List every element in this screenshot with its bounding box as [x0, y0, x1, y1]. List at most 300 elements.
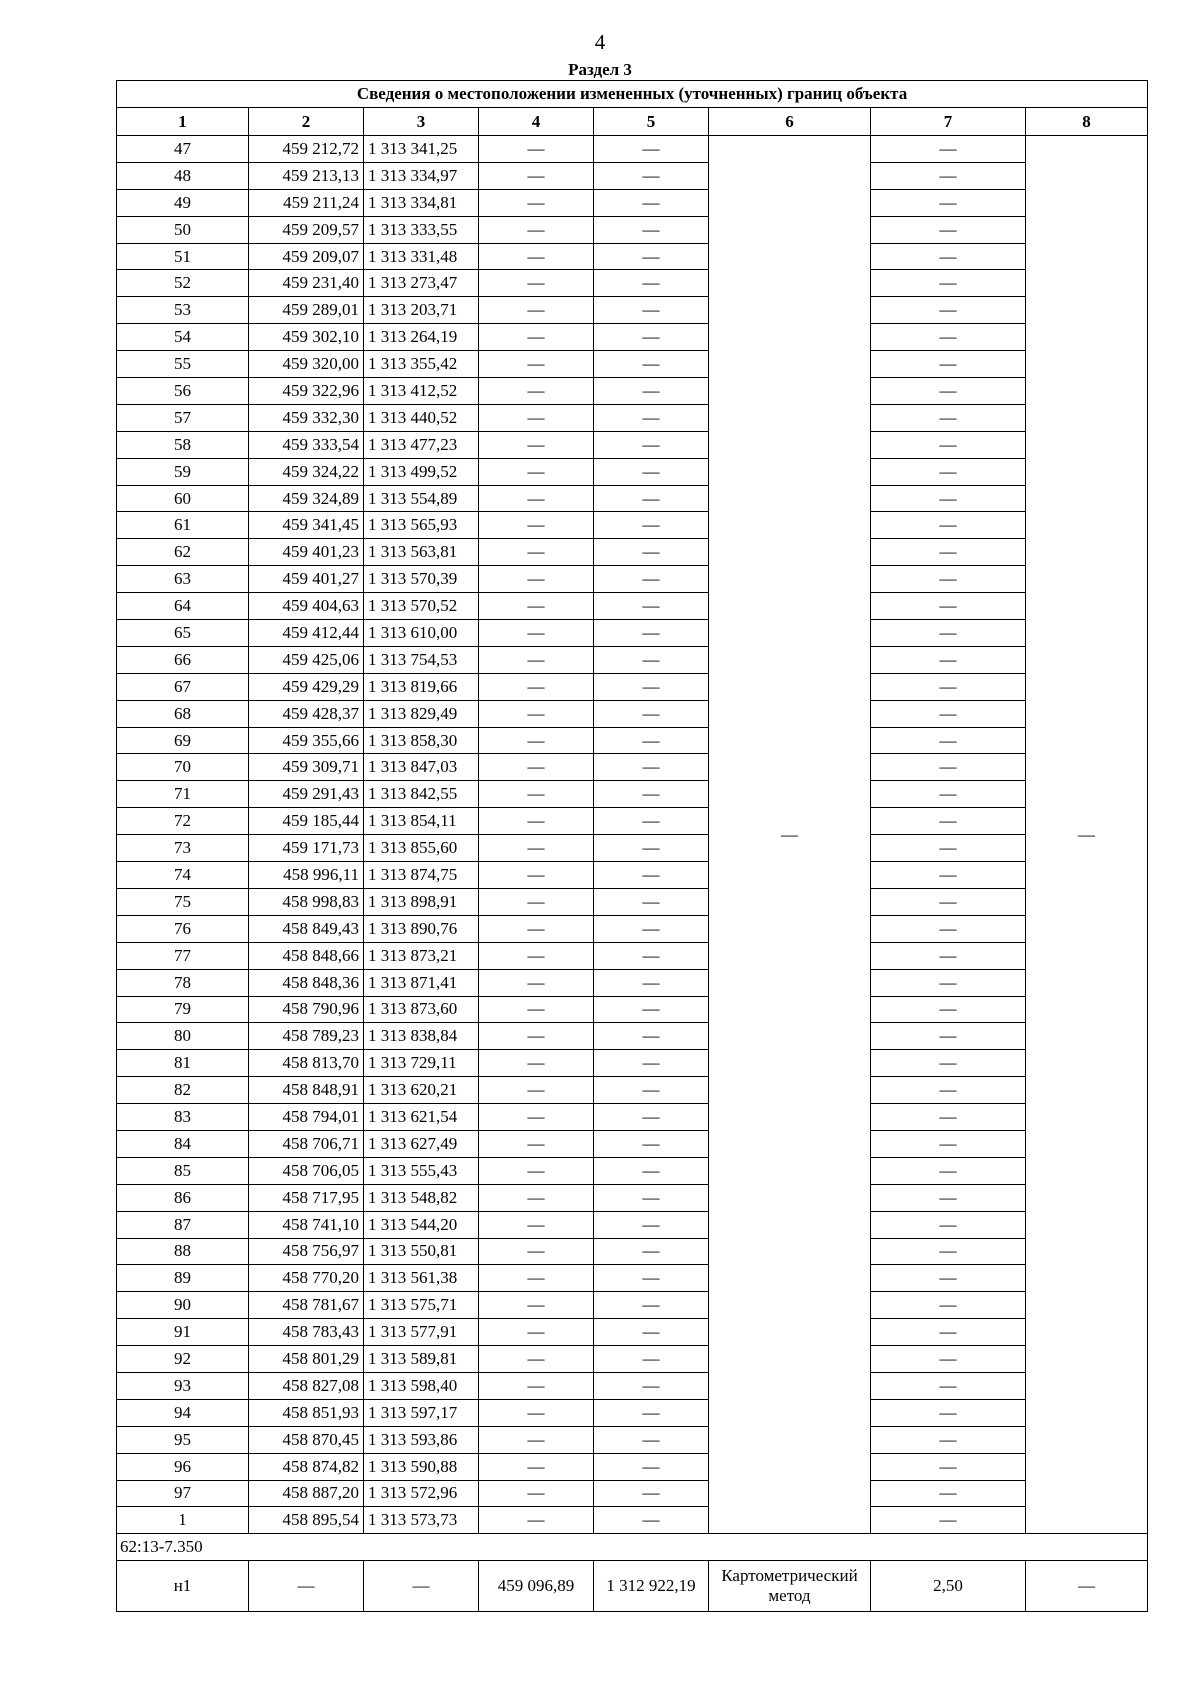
point-number: 72	[117, 808, 249, 835]
col5-dash: —	[594, 431, 709, 458]
col7-dash: —	[871, 1292, 1026, 1319]
table-row	[117, 700, 1148, 727]
coord-x: 459 404,63	[249, 593, 364, 620]
point-number: 91	[117, 1319, 249, 1346]
coord-y: 1 313 573,73	[364, 1507, 479, 1534]
group-label: 62:13-7.350	[117, 1534, 1148, 1561]
point-number: 61	[117, 512, 249, 539]
col7-dash: —	[871, 189, 1026, 216]
table-row	[117, 781, 1148, 808]
point-number: н1	[117, 1561, 249, 1612]
table-row	[117, 1211, 1148, 1238]
table-row	[117, 1050, 1148, 1077]
col5-dash: —	[594, 216, 709, 243]
col4-dash: —	[479, 646, 594, 673]
coord-y: 1 313 554,89	[364, 485, 479, 512]
col4-dash: —	[479, 996, 594, 1023]
point-number: 64	[117, 593, 249, 620]
col5-dash: —	[594, 673, 709, 700]
coord-y: 1 313 873,60	[364, 996, 479, 1023]
col4-dash: —	[479, 620, 594, 647]
coord-y: 1 313 838,84	[364, 1023, 479, 1050]
coord-y: 1 313 589,81	[364, 1346, 479, 1373]
col7-dash: —	[871, 888, 1026, 915]
coord-y: 1 313 341,25	[364, 136, 479, 163]
point-number: 63	[117, 566, 249, 593]
col4-dash: —	[479, 888, 594, 915]
point-number: 75	[117, 888, 249, 915]
col5-dash: —	[594, 1050, 709, 1077]
col7-dash: —	[871, 1426, 1026, 1453]
page-number: 4	[594, 30, 606, 54]
coord-y: 1 312 922,19	[594, 1561, 709, 1612]
coord-x: 459 401,23	[249, 539, 364, 566]
col4-dash: —	[479, 835, 594, 862]
col4-dash: —	[479, 1265, 594, 1292]
point-number: 68	[117, 700, 249, 727]
coord-y: 1 313 842,55	[364, 781, 479, 808]
point-number: 85	[117, 1157, 249, 1184]
coord-y: 1 313 355,42	[364, 351, 479, 378]
point-number: 60	[117, 485, 249, 512]
table-row	[117, 136, 1148, 163]
col4-dash: —	[479, 1104, 594, 1131]
col4-dash: —	[479, 727, 594, 754]
point-number: 88	[117, 1238, 249, 1265]
coord-y: 1 313 334,97	[364, 162, 479, 189]
coord-y: 1 313 890,76	[364, 915, 479, 942]
col4-dash: —	[479, 216, 594, 243]
table-row	[117, 969, 1148, 996]
col4-dash: —	[479, 512, 594, 539]
col7-dash: —	[871, 1104, 1026, 1131]
column-header-3: 3	[364, 108, 479, 136]
coord-y: 1 313 440,52	[364, 404, 479, 431]
table-row	[117, 1399, 1148, 1426]
col4-dash: —	[479, 1077, 594, 1104]
col4-dash: —	[479, 404, 594, 431]
coord-y: 1 313 334,81	[364, 189, 479, 216]
coord-x: 459 213,13	[249, 162, 364, 189]
col5-dash: —	[594, 1372, 709, 1399]
col5-dash: —	[594, 646, 709, 673]
coord-x: 459 355,66	[249, 727, 364, 754]
coord-y: 1 313 627,49	[364, 1130, 479, 1157]
table-row	[117, 1130, 1148, 1157]
col4-dash: —	[479, 189, 594, 216]
col5-dash: —	[594, 942, 709, 969]
coord-y: 1 313 871,41	[364, 969, 479, 996]
coord-y: 1 313 570,39	[364, 566, 479, 593]
table-row	[117, 243, 1148, 270]
col4-dash: —	[479, 700, 594, 727]
coord-y: 1 313 561,38	[364, 1265, 479, 1292]
coord-y: 1 313 273,47	[364, 270, 479, 297]
point-number: 82	[117, 1077, 249, 1104]
table-row	[117, 942, 1148, 969]
coord-x: 458 895,54	[249, 1507, 364, 1534]
col7-dash: —	[871, 378, 1026, 405]
col7-dash: —	[871, 136, 1026, 163]
col5-dash: —	[594, 1184, 709, 1211]
col5-dash: —	[594, 324, 709, 351]
table-row	[117, 351, 1148, 378]
coord-y: 1 313 855,60	[364, 835, 479, 862]
col5-dash: —	[594, 1319, 709, 1346]
table-row	[117, 996, 1148, 1023]
col4-dash: —	[479, 1157, 594, 1184]
coord-y: 1 313 590,88	[364, 1453, 479, 1480]
col7-dash: —	[871, 781, 1026, 808]
coord-y: 1 313 829,49	[364, 700, 479, 727]
coord-y: 1 313 331,48	[364, 243, 479, 270]
coord-y: 1 313 550,81	[364, 1238, 479, 1265]
table-row	[117, 1265, 1148, 1292]
coord-y: 1 313 597,17	[364, 1399, 479, 1426]
table-row	[117, 1023, 1148, 1050]
point-number: 55	[117, 351, 249, 378]
coord-x: 459 209,07	[249, 243, 364, 270]
col5-dash: —	[594, 1104, 709, 1131]
col7-dash: —	[871, 431, 1026, 458]
col4-dash: —	[479, 539, 594, 566]
point-number: 81	[117, 1050, 249, 1077]
coord-y: 1 313 544,20	[364, 1211, 479, 1238]
col5-dash: —	[594, 1507, 709, 1534]
col7-dash: —	[871, 969, 1026, 996]
table-row	[117, 297, 1148, 324]
point-number: 48	[117, 162, 249, 189]
col4-dash: —	[479, 781, 594, 808]
col4-dash: —	[479, 1453, 594, 1480]
table-row	[117, 485, 1148, 512]
coord-x: 459 333,54	[249, 431, 364, 458]
coord-x: 458 706,71	[249, 1130, 364, 1157]
col4-dash: —	[479, 458, 594, 485]
col7-dash: —	[871, 1507, 1026, 1534]
col5-dash: —	[594, 700, 709, 727]
coord-x: 458 783,43	[249, 1319, 364, 1346]
coord-y: 1 313 754,53	[364, 646, 479, 673]
col4-dash: —	[479, 942, 594, 969]
coord-x: 458 790,96	[249, 996, 364, 1023]
point-number: 52	[117, 270, 249, 297]
col5-dash: —	[594, 781, 709, 808]
col5-dash: —	[594, 1265, 709, 1292]
col7-dash: —	[871, 216, 1026, 243]
col7-dash: —	[871, 270, 1026, 297]
column-header-1: 1	[117, 108, 249, 136]
col3-dash: —	[364, 1561, 479, 1612]
point-number: 65	[117, 620, 249, 647]
col5-dash: —	[594, 1453, 709, 1480]
table-row	[117, 754, 1148, 781]
accuracy: 2,50	[871, 1561, 1026, 1612]
point-number: 77	[117, 942, 249, 969]
table-row	[117, 862, 1148, 889]
col4-dash: —	[479, 162, 594, 189]
col4-dash: —	[479, 136, 594, 163]
col5-dash: —	[594, 1157, 709, 1184]
coord-x: 458 741,10	[249, 1211, 364, 1238]
col5-dash: —	[594, 1292, 709, 1319]
col5-dash: —	[594, 566, 709, 593]
col7-dash: —	[871, 1050, 1026, 1077]
coord-x: 459 324,22	[249, 458, 364, 485]
table-row	[117, 1184, 1148, 1211]
col5-dash: —	[594, 808, 709, 835]
coord-x: 459 289,01	[249, 297, 364, 324]
coord-y: 1 313 577,91	[364, 1319, 479, 1346]
col5-dash: —	[594, 243, 709, 270]
point-number: 80	[117, 1023, 249, 1050]
point-number: 47	[117, 136, 249, 163]
point-number: 79	[117, 996, 249, 1023]
col5-dash: —	[594, 1023, 709, 1050]
col4-dash: —	[479, 485, 594, 512]
col4-dash: —	[479, 431, 594, 458]
col7-dash: —	[871, 458, 1026, 485]
point-number: 69	[117, 727, 249, 754]
coord-y: 1 313 598,40	[364, 1372, 479, 1399]
coord-x: 458 789,23	[249, 1023, 364, 1050]
coord-x: 458 887,20	[249, 1480, 364, 1507]
col4-dash: —	[479, 1292, 594, 1319]
col4-dash: —	[479, 270, 594, 297]
coord-x: 458 813,70	[249, 1050, 364, 1077]
column-header-7: 7	[871, 108, 1026, 136]
col7-dash: —	[871, 1157, 1026, 1184]
col5-dash: —	[594, 1211, 709, 1238]
col7-dash: —	[871, 1480, 1026, 1507]
point-number: 50	[117, 216, 249, 243]
table-row	[117, 431, 1148, 458]
point-number: 97	[117, 1480, 249, 1507]
col4-dash: —	[479, 1426, 594, 1453]
coord-x: 459 412,44	[249, 620, 364, 647]
col4-dash: —	[479, 297, 594, 324]
coord-y: 1 313 847,03	[364, 754, 479, 781]
table-row	[117, 324, 1148, 351]
coord-x: 458 848,36	[249, 969, 364, 996]
coord-y: 1 313 620,21	[364, 1077, 479, 1104]
point-number: 56	[117, 378, 249, 405]
coord-x: 458 874,82	[249, 1453, 364, 1480]
coord-x: 459 341,45	[249, 512, 364, 539]
col7-dash: —	[871, 485, 1026, 512]
col5-dash: —	[594, 996, 709, 1023]
col4-dash: —	[479, 1023, 594, 1050]
col7-dash: —	[871, 754, 1026, 781]
coord-x: 458 851,93	[249, 1399, 364, 1426]
col5-dash: —	[594, 915, 709, 942]
coord-y: 1 313 575,71	[364, 1292, 479, 1319]
coord-y: 1 313 858,30	[364, 727, 479, 754]
col5-dash: —	[594, 189, 709, 216]
coord-x: 459 320,00	[249, 351, 364, 378]
col7-dash: —	[871, 915, 1026, 942]
col7-dash: —	[871, 566, 1026, 593]
table-row	[117, 270, 1148, 297]
col5-dash: —	[594, 378, 709, 405]
col4-dash: —	[479, 1372, 594, 1399]
col7-dash: —	[871, 1023, 1026, 1050]
col5-dash: —	[594, 969, 709, 996]
coord-x: 458 717,95	[249, 1184, 364, 1211]
col7-dash: —	[871, 727, 1026, 754]
col4-dash: —	[479, 1319, 594, 1346]
coord-y: 1 313 729,11	[364, 1050, 479, 1077]
point-number: 78	[117, 969, 249, 996]
col4-dash: —	[479, 862, 594, 889]
coord-x: 458 781,67	[249, 1292, 364, 1319]
table-row	[117, 1292, 1148, 1319]
col5-dash: —	[594, 593, 709, 620]
coord-x: 459 429,29	[249, 673, 364, 700]
col4-dash: —	[479, 593, 594, 620]
table-row	[117, 1480, 1148, 1507]
col4-dash: —	[479, 1507, 594, 1534]
col8-merged-dash: —	[1026, 136, 1148, 1534]
coord-x: 459 309,71	[249, 754, 364, 781]
point-number: 67	[117, 673, 249, 700]
coord-x: 458 756,97	[249, 1238, 364, 1265]
coord-y: 1 313 264,19	[364, 324, 479, 351]
coord-x: 458 706,05	[249, 1157, 364, 1184]
col4-dash: —	[479, 243, 594, 270]
coord-x: 458 801,29	[249, 1346, 364, 1373]
col5-dash: —	[594, 1077, 709, 1104]
new-point-row	[117, 1561, 1148, 1612]
group-label-row	[117, 1534, 1148, 1561]
column-header-2: 2	[249, 108, 364, 136]
coord-x: 459 212,72	[249, 136, 364, 163]
col4-dash: —	[479, 566, 594, 593]
coord-x: 458 794,01	[249, 1104, 364, 1131]
point-number: 83	[117, 1104, 249, 1131]
point-number: 92	[117, 1346, 249, 1373]
point-number: 58	[117, 431, 249, 458]
table-row	[117, 727, 1148, 754]
col5-dash: —	[594, 512, 709, 539]
col5-dash: —	[594, 404, 709, 431]
point-number: 71	[117, 781, 249, 808]
point-number: 73	[117, 835, 249, 862]
table-row	[117, 1507, 1148, 1534]
coord-y: 1 313 621,54	[364, 1104, 479, 1131]
table-row	[117, 458, 1148, 485]
point-number: 76	[117, 915, 249, 942]
point-number: 94	[117, 1399, 249, 1426]
col5-dash: —	[594, 351, 709, 378]
col7-dash: —	[871, 351, 1026, 378]
table-row	[117, 835, 1148, 862]
point-number: 74	[117, 862, 249, 889]
col4-dash: —	[479, 1184, 594, 1211]
point-number: 95	[117, 1426, 249, 1453]
col4-dash: —	[479, 1130, 594, 1157]
column-header-8: 8	[1026, 108, 1148, 136]
col4-dash: —	[479, 969, 594, 996]
col5-dash: —	[594, 270, 709, 297]
col7-dash: —	[871, 700, 1026, 727]
coord-x: 459 171,73	[249, 835, 364, 862]
col5-dash: —	[594, 1130, 709, 1157]
col2-dash: —	[249, 1561, 364, 1612]
col7-dash: —	[871, 1453, 1026, 1480]
col7-dash: —	[871, 1238, 1026, 1265]
coord-x: 458 827,08	[249, 1372, 364, 1399]
coord-x: 458 870,45	[249, 1426, 364, 1453]
coord-x: 459 332,30	[249, 404, 364, 431]
table-row	[117, 620, 1148, 647]
point-number: 62	[117, 539, 249, 566]
col6-merged-dash: —	[709, 136, 871, 1534]
coord-x: 459 428,37	[249, 700, 364, 727]
col5-dash: —	[594, 539, 709, 566]
coord-y: 1 313 874,75	[364, 862, 479, 889]
table-row	[117, 216, 1148, 243]
point-number: 93	[117, 1372, 249, 1399]
col7-dash: —	[871, 1346, 1026, 1373]
table-row	[117, 915, 1148, 942]
coord-x: 459 302,10	[249, 324, 364, 351]
col5-dash: —	[594, 754, 709, 781]
col7-dash: —	[871, 1319, 1026, 1346]
point-number: 86	[117, 1184, 249, 1211]
table-row	[117, 1157, 1148, 1184]
col7-dash: —	[871, 162, 1026, 189]
table-row	[117, 404, 1148, 431]
col4-dash: —	[479, 1480, 594, 1507]
coord-x: 459 291,43	[249, 781, 364, 808]
table-row	[117, 1077, 1148, 1104]
col5-dash: —	[594, 485, 709, 512]
table-row	[117, 1346, 1148, 1373]
table-row	[117, 189, 1148, 216]
col7-dash: —	[871, 1372, 1026, 1399]
col4-dash: —	[479, 1050, 594, 1077]
coord-y: 1 313 477,23	[364, 431, 479, 458]
coord-y: 1 313 570,52	[364, 593, 479, 620]
col4-dash: —	[479, 324, 594, 351]
coord-y: 1 313 563,81	[364, 539, 479, 566]
table-row	[117, 1319, 1148, 1346]
point-number: 66	[117, 646, 249, 673]
col7-dash: —	[871, 1184, 1026, 1211]
col4-dash: —	[479, 808, 594, 835]
col7-dash: —	[871, 646, 1026, 673]
point-number: 1	[117, 1507, 249, 1534]
col5-dash: —	[594, 162, 709, 189]
coord-y: 1 313 898,91	[364, 888, 479, 915]
point-number: 51	[117, 243, 249, 270]
coord-y: 1 313 610,00	[364, 620, 479, 647]
col4-dash: —	[479, 1346, 594, 1373]
col8-dash: —	[1026, 1561, 1148, 1612]
table-row	[117, 566, 1148, 593]
coord-y: 1 313 873,21	[364, 942, 479, 969]
col4-dash: —	[479, 1399, 594, 1426]
column-header-4: 4	[479, 108, 594, 136]
col4-dash: —	[479, 378, 594, 405]
col4-dash: —	[479, 351, 594, 378]
col7-dash: —	[871, 808, 1026, 835]
coord-x: 459 209,57	[249, 216, 364, 243]
table-row	[117, 1104, 1148, 1131]
col7-dash: —	[871, 324, 1026, 351]
col7-dash: —	[871, 996, 1026, 1023]
